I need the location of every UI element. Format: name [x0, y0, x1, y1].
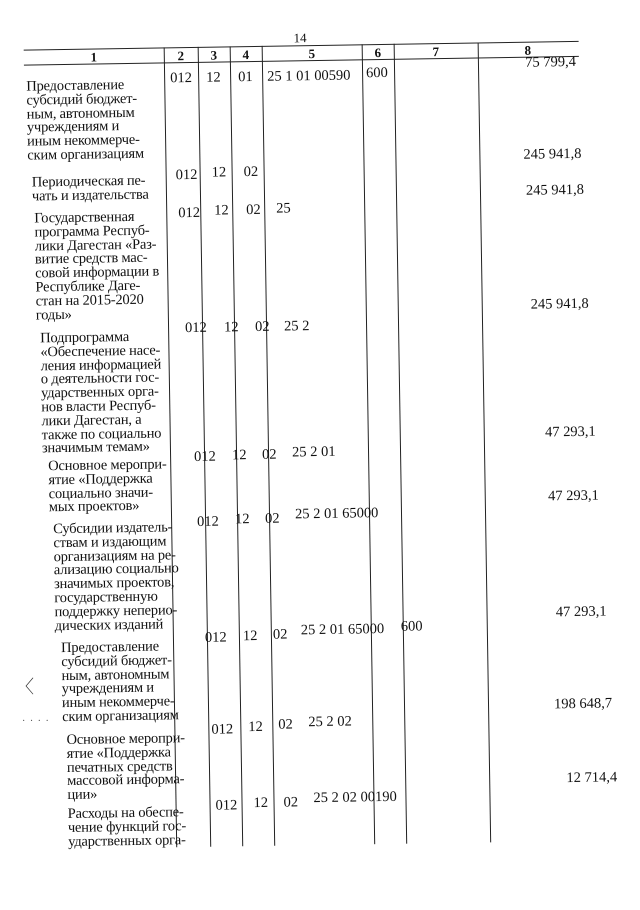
margin-dots-mark: · · · · [22, 716, 50, 727]
row-amount: 198 648,7 [553, 695, 613, 713]
row-description: Расходы на обеспе- чение функций гос- ударственных орга- [67, 804, 187, 850]
row-expense-type: 600 [400, 618, 423, 635]
col-header-4: 4 [242, 47, 250, 63]
row-description: Субсидии издатель- ствам и издающим организациям на ре- ализацию социально значимых проектов, государственную поддержку неперио- дических изданий [53, 519, 179, 634]
row-amount: 12 714,4 [566, 769, 618, 787]
row-ministry-code: 012 [193, 448, 216, 465]
col-header-5: 5 [308, 46, 316, 62]
row-section-code: 12 [242, 628, 258, 645]
col-header-6: 6 [374, 44, 382, 61]
row-description: Подпрограмма «Обеспечение насе- ления информацией о деятельности гос- ударственных орга- нов власти Респуб- лики Дагестан, а также по социально значимым темам» [40, 328, 162, 457]
row-ministry-code: 012 [178, 204, 201, 222]
row-subsection-code: 02 [261, 446, 277, 463]
row-subsection-code: 02 [283, 794, 299, 811]
row-description: Основное меропри- ятие «Поддержка печатных средств массовой информа- ции» [66, 730, 185, 804]
row-expense-type: 600 [365, 64, 388, 82]
row-target-code: 25 2 01 [291, 443, 336, 461]
row-amount: 75 799,4 [525, 53, 577, 71]
row-section-code: 12 [206, 69, 221, 86]
row-subsection-code: 02 [254, 318, 270, 336]
row-target-code: 25 2 [283, 318, 310, 335]
row-section-code: 12 [253, 794, 269, 812]
row-ministry-code: 012 [215, 797, 238, 814]
row-description: Предоставление субсидий бюджет- ным, автономным учреждениям и иным некоммерче- ским организациям [26, 77, 145, 164]
row-amount: 47 293,1 [544, 423, 596, 441]
row-target-code: 25 2 02 00190 [313, 788, 397, 807]
col-header-7: 7 [432, 44, 440, 60]
row-ministry-code: 012 [211, 721, 234, 738]
col-header-1: 1 [90, 49, 98, 65]
col-rule-e [362, 44, 376, 844]
row-section-code: 12 [234, 511, 250, 528]
row-amount: 245 941,8 [523, 145, 582, 163]
row-section-code: 12 [231, 447, 247, 464]
margin-bracket-mark: 〈 [16, 677, 34, 697]
col-header-2: 2 [177, 48, 185, 64]
row-amount: 245 941,8 [525, 181, 585, 199]
row-subsection-code: 02 [243, 163, 259, 181]
row-section-code: 12 [214, 202, 229, 219]
row-ministry-code: 012 [204, 629, 227, 646]
row-amount: 47 293,1 [547, 487, 599, 505]
row-target-code: 25 2 01 65000 [294, 505, 379, 523]
row-section-code: 12 [248, 718, 263, 736]
row-amount: 245 941,8 [530, 295, 589, 313]
page-number: 14 [293, 30, 307, 46]
row-subsection-code: 01 [238, 69, 253, 86]
row-ministry-code: 012 [175, 166, 198, 184]
row-subsection-code: 02 [264, 510, 280, 527]
row-description: Предоставление субсидий бюджет- ным, автономным учреждениям и иным некоммерче- ским организациям [60, 638, 179, 726]
row-target-code: 25 [276, 200, 291, 217]
row-target-code: 25 2 01 65000 [300, 621, 385, 639]
col-header-8: 8 [524, 42, 532, 58]
row-target-code: 25 1 01 00590 [267, 67, 351, 85]
row-ministry-code: 012 [196, 513, 219, 530]
row-description: Основное меропри- ятие «Поддержка социально значи- мых проектов» [48, 456, 167, 516]
row-ministry-code: 012 [184, 319, 207, 337]
col-rule-b [198, 47, 212, 847]
col-header-3: 3 [210, 47, 218, 63]
row-description: Периодическая пе- чать и издательства [31, 172, 149, 205]
row-amount: 47 293,1 [555, 603, 607, 621]
row-subsection-code: 02 [272, 626, 288, 643]
row-ministry-code: 012 [170, 69, 193, 87]
row-subsection-code: 02 [278, 716, 293, 733]
row-description: Государственная программа Респуб- лики Дагестан «Раз- витие средств мас- совой информации в Республике Даге- стан на 2015-2020 годы» [34, 208, 160, 324]
row-section-code: 12 [223, 319, 239, 336]
row-subsection-code: 02 [246, 201, 261, 219]
col-rule-f [394, 44, 408, 844]
row-section-code: 12 [211, 164, 227, 181]
row-target-code: 25 2 02 [308, 713, 352, 731]
